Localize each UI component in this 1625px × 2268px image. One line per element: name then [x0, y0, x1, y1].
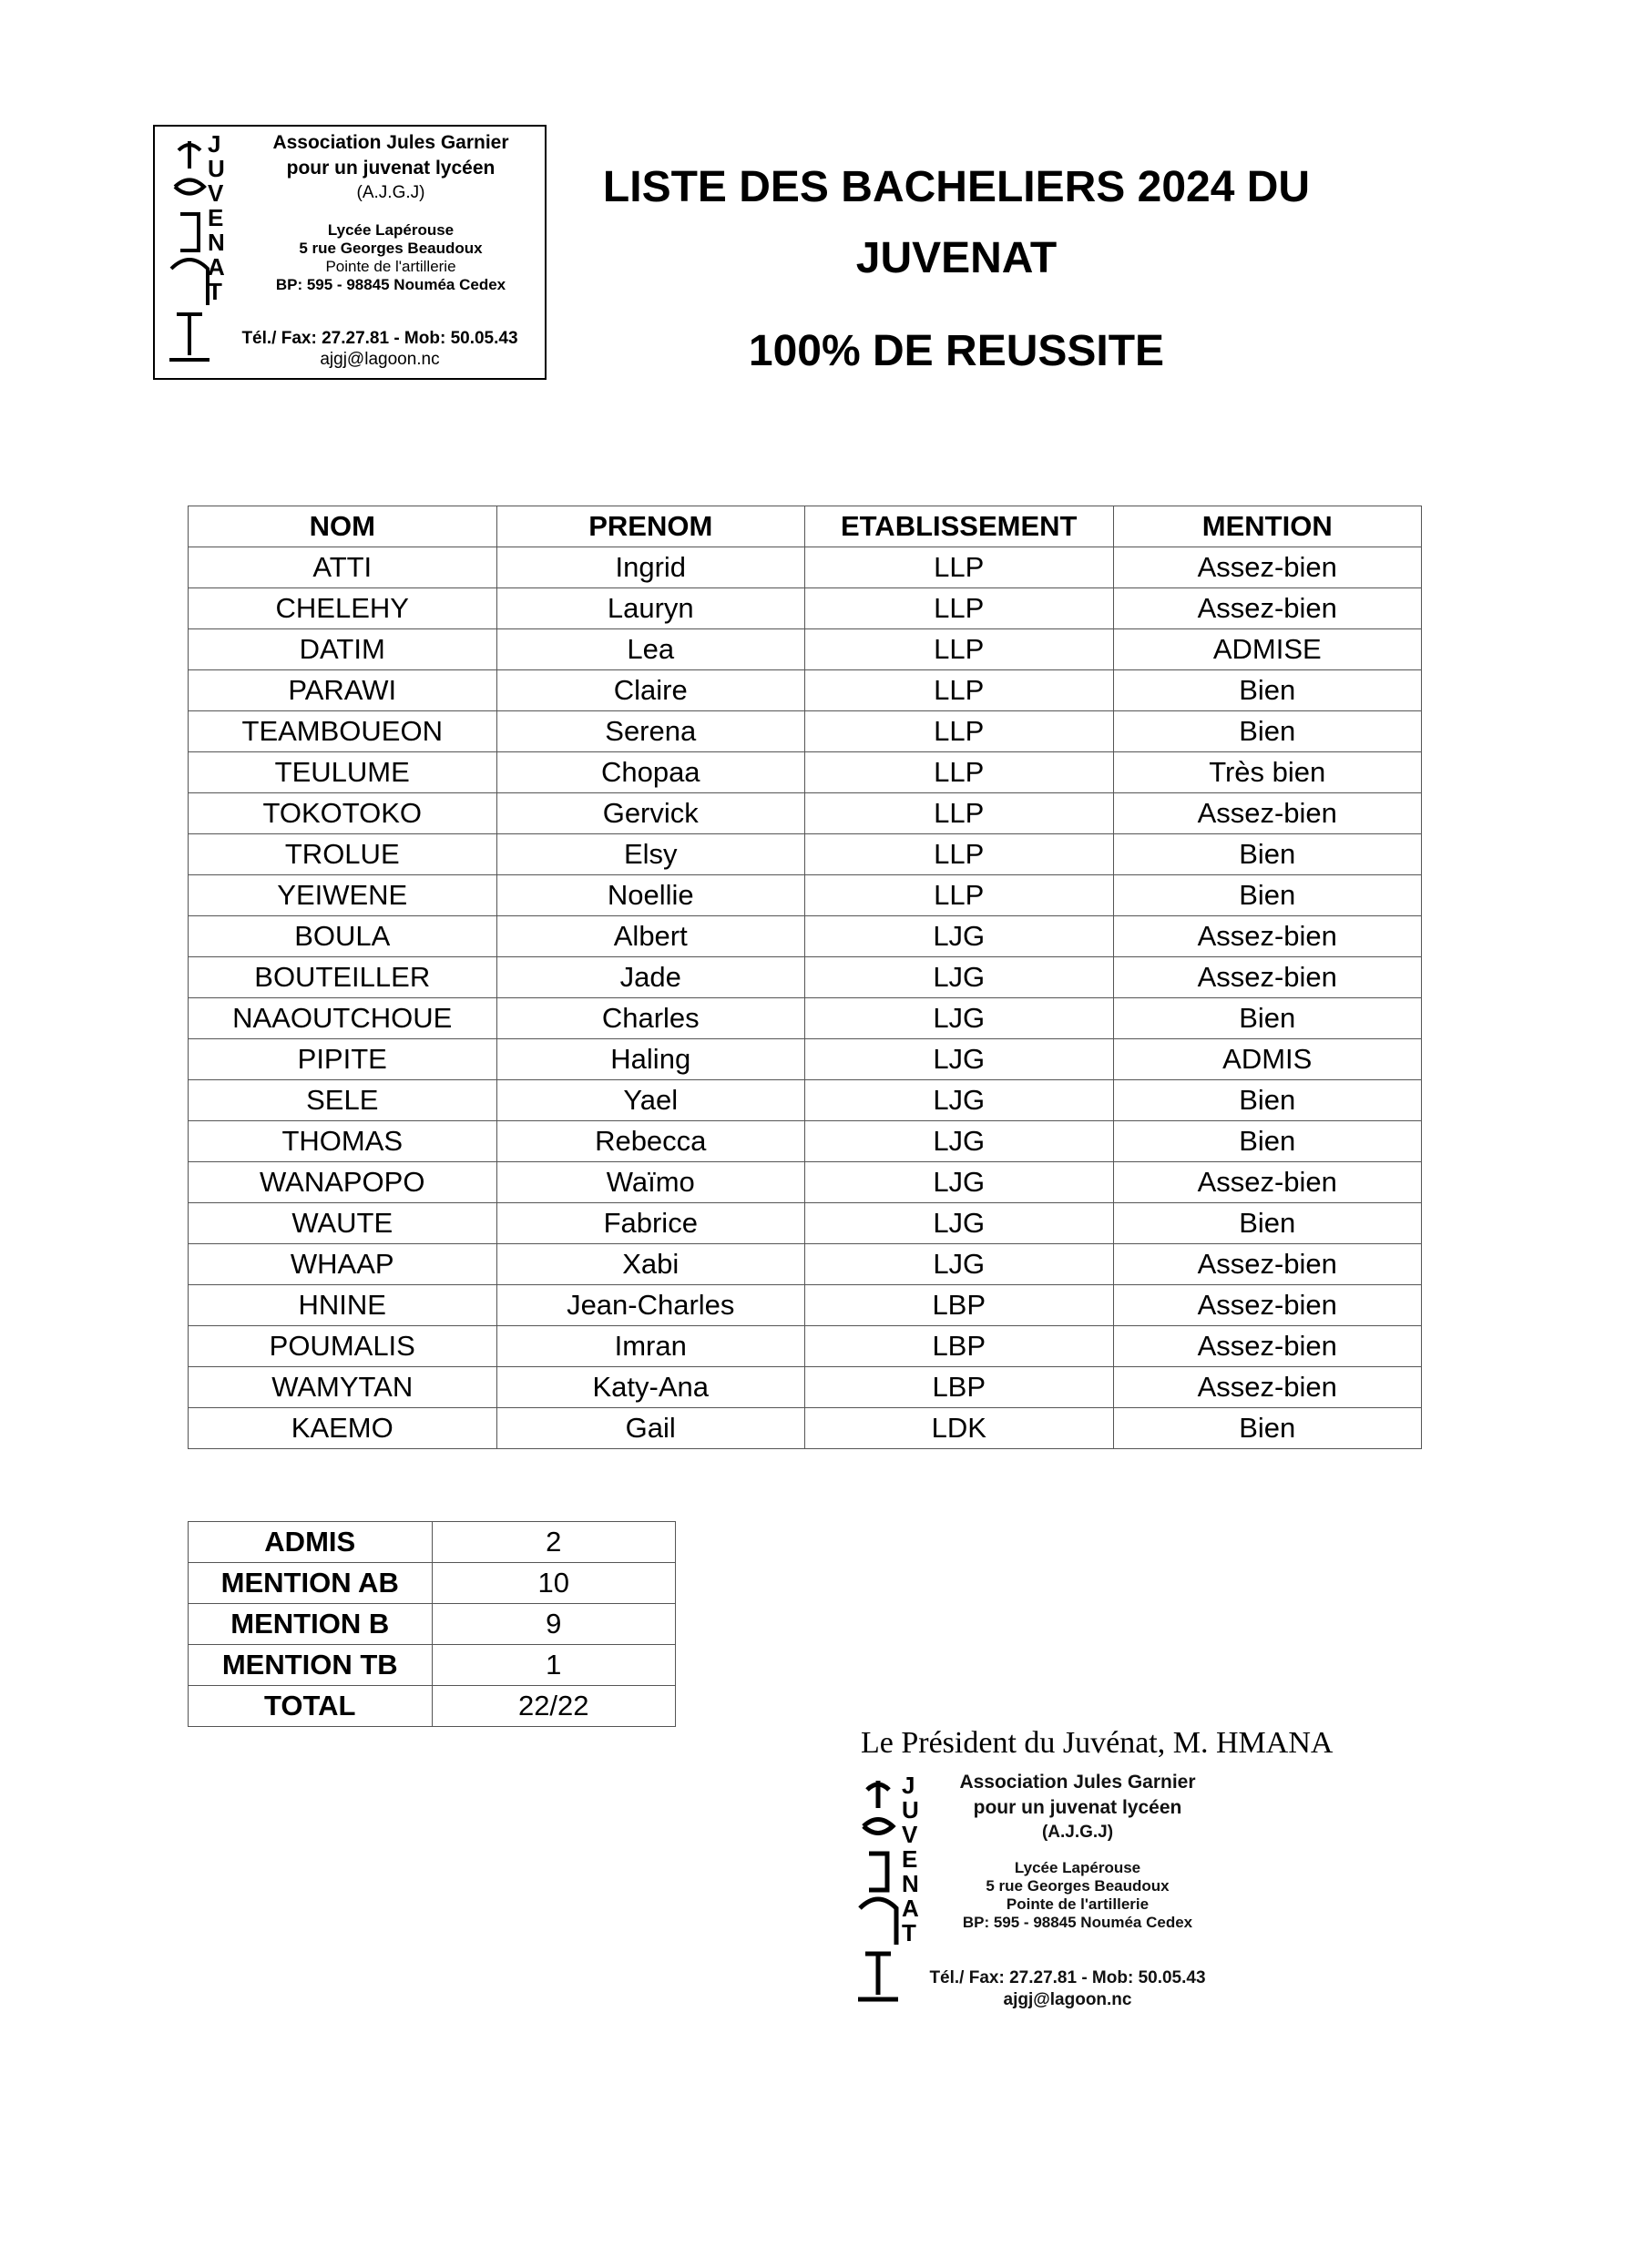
results-table [188, 506, 1422, 1449]
cell-prenom: Chopaa [496, 752, 805, 793]
stamp-school: Lycée Lapérouse [327, 221, 455, 239]
table-row [189, 1162, 1422, 1203]
cell-etablissement: LJG [805, 998, 1114, 1039]
summary-value: 9 [432, 1604, 676, 1645]
cell-mention: Très bien [1113, 752, 1422, 793]
table-row [189, 1326, 1422, 1367]
cell-prenom: Imran [496, 1326, 805, 1367]
cell-prenom: Fabrice [496, 1203, 805, 1244]
stamp-association-acronym: (A.J.G.J) [356, 183, 425, 202]
table-row [189, 793, 1422, 834]
cell-nom: BOUTEILLER [189, 957, 497, 998]
stamp-letter: A [208, 253, 225, 281]
stamp-letter: U [902, 1796, 919, 1824]
cell-etablissement: LJG [805, 1244, 1114, 1285]
cell-mention: Bien [1113, 875, 1422, 916]
cell-etablissement: LLP [805, 629, 1114, 670]
cell-nom: YEIWENE [189, 875, 497, 916]
page-title-line1: LISTE DES BACHELIERS 2024 DU [602, 163, 1311, 211]
table-row [189, 1080, 1422, 1121]
cell-nom: TROLUE [189, 834, 497, 875]
association-stamp-top [153, 125, 547, 380]
cell-nom: POUMALIS [189, 1326, 497, 1367]
stamp-postal: BP: 595 - 98845 Nouméa Cedex [962, 1914, 1193, 1931]
stamp-association-purpose: pour un juvenat lycéen [973, 1797, 1182, 1818]
signature-text: Le Président du Juvénat, M. HMANA [861, 1726, 1334, 1760]
stamp-school: Lycée Lapérouse [1014, 1859, 1141, 1876]
stamp-locality: Pointe de l'artillerie [325, 258, 456, 275]
summary-row [189, 1604, 676, 1645]
cell-prenom: Jade [496, 957, 805, 998]
summary-table-body [189, 1522, 676, 1727]
cell-mention: Assez-bien [1113, 1285, 1422, 1326]
table-row [189, 1244, 1422, 1285]
cell-nom: KAEMO [189, 1408, 497, 1449]
cell-mention: Assez-bien [1113, 1367, 1422, 1408]
table-row [189, 711, 1422, 752]
column-header-nom: NOM [189, 506, 497, 547]
cell-etablissement: LLP [805, 793, 1114, 834]
table-row [189, 916, 1422, 957]
summary-label: MENTION TB [189, 1645, 433, 1686]
stamp-phone: Tél./ Fax: 27.27.81 - Mob: 50.05.43 [241, 329, 518, 348]
cell-etablissement: LJG [805, 1039, 1114, 1080]
cell-nom: DATIM [189, 629, 497, 670]
cell-nom: NAAOUTCHOUE [189, 998, 497, 1039]
stamp-street: 5 rue Georges Beaudoux [986, 1877, 1170, 1895]
stamp-letter: U [208, 155, 225, 182]
cell-etablissement: LLP [805, 875, 1114, 916]
cell-mention: Bien [1113, 1408, 1422, 1449]
cell-mention: Assez-bien [1113, 1326, 1422, 1367]
stamp-postal: BP: 595 - 98845 Nouméa Cedex [275, 276, 506, 293]
cell-mention: ADMIS [1113, 1039, 1422, 1080]
table-row [189, 1285, 1422, 1326]
stamp-letter: E [902, 1845, 918, 1873]
cell-nom: TEULUME [189, 752, 497, 793]
cell-mention: Bien [1113, 711, 1422, 752]
summary-label: ADMIS [189, 1522, 433, 1563]
cell-prenom: Serena [496, 711, 805, 752]
summary-value: 2 [432, 1522, 676, 1563]
cell-prenom: Haling [496, 1039, 805, 1080]
table-row [189, 998, 1422, 1039]
cell-mention: Bien [1113, 998, 1422, 1039]
cell-prenom: Xabi [496, 1244, 805, 1285]
table-row [189, 588, 1422, 629]
cell-mention: Bien [1113, 1121, 1422, 1162]
column-header-mention: MENTION [1113, 506, 1422, 547]
summary-value: 10 [432, 1563, 676, 1604]
cell-etablissement: LBP [805, 1367, 1114, 1408]
cell-prenom: Gail [496, 1408, 805, 1449]
cell-etablissement: LJG [805, 1203, 1114, 1244]
stamp-association-name: Association Jules Garnier [272, 132, 509, 153]
stamp-email: ajgj@lagoon.nc [320, 350, 440, 369]
cell-etablissement: LLP [805, 588, 1114, 629]
cell-etablissement: LJG [805, 916, 1114, 957]
stamp-letter: N [208, 229, 225, 256]
column-header-prenom: PRENOM [496, 506, 805, 547]
cell-nom: WAUTE [189, 1203, 497, 1244]
cell-mention: ADMISE [1113, 629, 1422, 670]
stamp-letter: A [902, 1895, 919, 1922]
cell-mention: Bien [1113, 670, 1422, 711]
cell-prenom: Claire [496, 670, 805, 711]
table-row [189, 875, 1422, 916]
cell-mention: Assez-bien [1113, 957, 1422, 998]
stamp-email: ajgj@lagoon.nc [1003, 1990, 1132, 2009]
cell-mention: Assez-bien [1113, 916, 1422, 957]
cell-prenom: Albert [496, 916, 805, 957]
stamp-association-purpose: pour un juvenat lycéen [286, 158, 496, 179]
cell-etablissement: LLP [805, 547, 1114, 588]
summary-table [188, 1521, 676, 1727]
stamp-letter: E [208, 204, 224, 231]
cell-etablissement: LBP [805, 1285, 1114, 1326]
table-header-row [189, 506, 1422, 547]
stamp-letter: V [208, 179, 224, 207]
cell-mention: Assez-bien [1113, 793, 1422, 834]
table-row [189, 1367, 1422, 1408]
cell-prenom: Noellie [496, 875, 805, 916]
column-header-etablissement: ETABLISSEMENT [805, 506, 1114, 547]
stamp-letter: T [902, 1919, 916, 1946]
stamp-locality: Pointe de l'artillerie [1006, 1895, 1150, 1913]
cell-etablissement: LJG [805, 1080, 1114, 1121]
summary-row [189, 1563, 676, 1604]
cell-nom: THOMAS [189, 1121, 497, 1162]
cell-etablissement: LBP [805, 1326, 1114, 1367]
cell-etablissement: LJG [805, 1121, 1114, 1162]
cell-etablissement: LLP [805, 670, 1114, 711]
stamp-association-acronym: (A.J.G.J) [1041, 1823, 1114, 1842]
cell-etablissement: LJG [805, 957, 1114, 998]
cell-prenom: Lauryn [496, 588, 805, 629]
cell-nom: HNINE [189, 1285, 497, 1326]
cell-nom: PARAWI [189, 670, 497, 711]
page-title-line3: 100% DE REUSSITE [748, 327, 1165, 375]
cell-nom: BOULA [189, 916, 497, 957]
cell-etablissement: LDK [805, 1408, 1114, 1449]
summary-label: MENTION AB [189, 1563, 433, 1604]
stamp-vertical-letters [902, 1773, 919, 1946]
stamp-street: 5 rue Georges Beaudoux [299, 240, 483, 257]
cell-etablissement: LLP [805, 711, 1114, 752]
cell-prenom: Elsy [496, 834, 805, 875]
table-row [189, 1121, 1422, 1162]
table-row [189, 547, 1422, 588]
cell-prenom: Katy-Ana [496, 1367, 805, 1408]
cell-etablissement: LLP [805, 752, 1114, 793]
table-row [189, 1408, 1422, 1449]
stamp-association-name: Association Jules Garnier [959, 1772, 1196, 1793]
stamp-phone: Tél./ Fax: 27.27.81 - Mob: 50.05.43 [929, 1968, 1206, 1987]
cell-nom: PIPITE [189, 1039, 497, 1080]
cell-mention: Assez-bien [1113, 1162, 1422, 1203]
cell-prenom: Yael [496, 1080, 805, 1121]
table-row [189, 957, 1422, 998]
cell-mention: Assez-bien [1113, 547, 1422, 588]
cell-prenom: Rebecca [496, 1121, 805, 1162]
summary-row [189, 1686, 676, 1727]
stamp-letter: J [208, 130, 221, 158]
summary-row [189, 1645, 676, 1686]
cell-prenom: Charles [496, 998, 805, 1039]
cell-nom: WHAAP [189, 1244, 497, 1285]
cell-nom: WAMYTAN [189, 1367, 497, 1408]
stamp-letter: N [902, 1870, 919, 1897]
cell-prenom: Gervick [496, 793, 805, 834]
cell-nom: CHELEHY [189, 588, 497, 629]
table-row [189, 670, 1422, 711]
table-row [189, 752, 1422, 793]
juvenat-logo-icon [851, 1772, 905, 2010]
cell-nom: ATTI [189, 547, 497, 588]
cell-mention: Assez-bien [1113, 588, 1422, 629]
cell-nom: TEAMBOUEON [189, 711, 497, 752]
cell-etablissement: LLP [805, 834, 1114, 875]
stamp-letter: V [902, 1821, 918, 1848]
cell-mention: Assez-bien [1113, 1244, 1422, 1285]
summary-value: 22/22 [432, 1686, 676, 1727]
cell-prenom: Jean-Charles [496, 1285, 805, 1326]
cell-prenom: Waïmo [496, 1162, 805, 1203]
stamp-vertical-letters [208, 132, 225, 304]
cell-mention: Bien [1113, 834, 1422, 875]
summary-value: 1 [432, 1645, 676, 1686]
table-row [189, 629, 1422, 670]
summary-label: TOTAL [189, 1686, 433, 1727]
cell-prenom: Ingrid [496, 547, 805, 588]
table-row [189, 1039, 1422, 1080]
association-stamp-bottom [845, 1762, 1228, 2018]
summary-row [189, 1522, 676, 1563]
cell-prenom: Lea [496, 629, 805, 670]
cell-etablissement: LJG [805, 1162, 1114, 1203]
summary-label: MENTION B [189, 1604, 433, 1645]
stamp-letter: T [208, 278, 222, 305]
page-title-line2: JUVENAT [855, 234, 1058, 282]
table-row [189, 834, 1422, 875]
results-table-body [189, 547, 1422, 1449]
stamp-letter: J [902, 1772, 915, 1799]
cell-nom: TOKOTOKO [189, 793, 497, 834]
cell-nom: SELE [189, 1080, 497, 1121]
cell-nom: WANAPOPO [189, 1162, 497, 1203]
table-row [189, 1203, 1422, 1244]
cell-mention: Bien [1113, 1080, 1422, 1121]
cell-mention: Bien [1113, 1203, 1422, 1244]
